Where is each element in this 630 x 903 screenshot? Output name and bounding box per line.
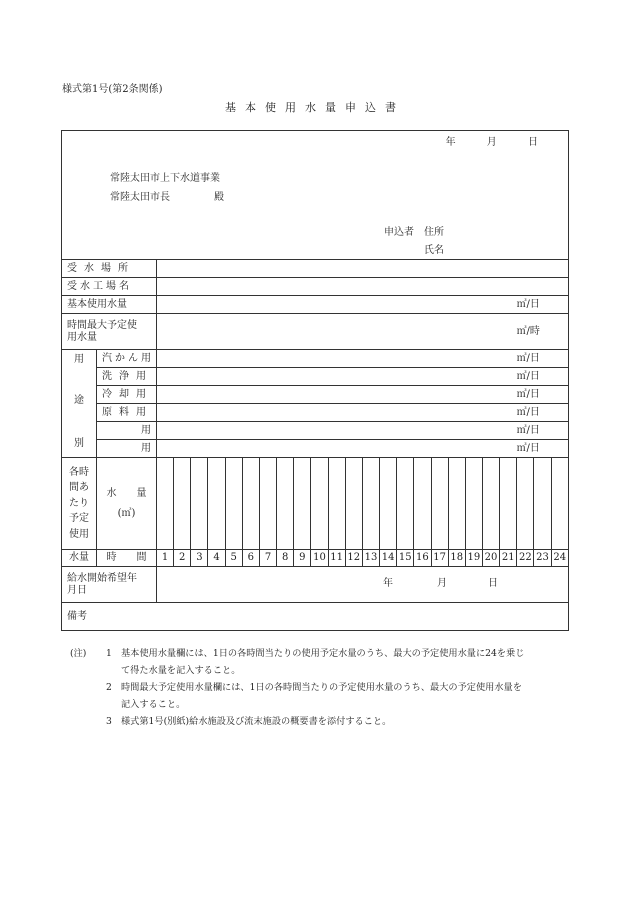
hourly-volume-label [97, 458, 157, 550]
unit-label: ㎥/日 [516, 406, 540, 418]
hour-number: 4 [208, 550, 225, 567]
note-item [70, 645, 570, 679]
time-label: 時 間 [97, 550, 157, 567]
start-day-label: 日 [488, 578, 498, 589]
usage-row-field[interactable] [157, 386, 569, 404]
hourly-volume-cell[interactable] [294, 458, 311, 550]
start-date-label-line2: 月日 [67, 584, 87, 596]
hour-number: 19 [465, 550, 482, 567]
usage-side-char3: 別 [74, 438, 84, 449]
max-hourly-label [62, 314, 157, 350]
hourly-volume-cell[interactable] [500, 458, 517, 550]
hour-number: 2 [174, 550, 191, 567]
note-number: 1 [106, 648, 112, 659]
start-month-label: 月 [437, 578, 447, 589]
hour-number: 18 [448, 550, 465, 567]
usage-row-label: 用 [97, 440, 157, 458]
max-hourly-field[interactable] [157, 314, 569, 350]
hour-number: 3 [191, 550, 208, 567]
hour-number: 7 [259, 550, 276, 567]
hour-number: 11 [328, 550, 345, 567]
supply-location-label: 受水場所 [62, 260, 157, 278]
usage-side-char2: 途 [74, 395, 84, 406]
unit-label: ㎥/日 [516, 442, 540, 454]
hour-number: 17 [431, 550, 448, 567]
hour-number: 14 [380, 550, 397, 567]
addressee-bureau: 常陸太田市上下水道事業 [110, 173, 220, 184]
hour-number: 9 [294, 550, 311, 567]
max-hourly-label-line1: 時間最大予定使 [67, 320, 137, 331]
date-day-label: 日 [527, 137, 538, 148]
unit-label: ㎥/日 [516, 352, 540, 364]
hourly-volume-cell[interactable] [328, 458, 345, 550]
hourly-volume-cell[interactable] [191, 458, 208, 550]
note-item [70, 713, 570, 730]
usage-row-label: 用 [97, 422, 157, 440]
usage-row-field[interactable] [157, 350, 569, 368]
hour-number: 5 [225, 550, 242, 567]
hourly-volume-cell[interactable] [259, 458, 276, 550]
hour-number: 23 [534, 550, 551, 567]
unit-label: ㎥/時 [516, 325, 540, 337]
note-line: 記入すること。 [121, 699, 186, 710]
hourly-volume-cell[interactable] [397, 458, 414, 550]
hour-number: 15 [397, 550, 414, 567]
applicant-name-label[interactable]: 氏名 [424, 245, 444, 256]
note-item [70, 679, 570, 713]
hourly-volume-cell[interactable] [534, 458, 551, 550]
hourly-volume-cell[interactable] [174, 458, 191, 550]
notes-section [70, 645, 570, 730]
form-reference: 様式第1号(第2条関係) [62, 84, 163, 95]
hourly-side-line: たり [69, 497, 89, 509]
usage-row-label: 原料用 [97, 404, 157, 422]
unit-label: ㎥/日 [516, 424, 540, 436]
hourly-volume-cell[interactable] [380, 458, 397, 550]
hourly-volume-cell[interactable] [465, 458, 482, 550]
note-number: 3 [106, 716, 112, 727]
volume-unit: (㎥) [117, 507, 136, 519]
usage-row-label: 洗浄用 [97, 368, 157, 386]
remarks-field[interactable] [62, 603, 569, 631]
unit-label: ㎥/日 [516, 298, 540, 310]
unit-label: ㎥/日 [516, 388, 540, 400]
hourly-side-line: 使用 [69, 528, 89, 540]
hourly-side-line: 各時 [69, 466, 89, 478]
hourly-volume-cell[interactable] [157, 458, 174, 550]
usage-side-char1: 用 [74, 354, 84, 365]
form-title: 基本使用水量申込書 [225, 101, 405, 114]
hourly-volume-cell[interactable] [345, 458, 362, 550]
start-date-field[interactable] [157, 567, 569, 603]
supply-location-field[interactable] [157, 260, 569, 278]
factory-name-field[interactable] [157, 278, 569, 296]
note-number: 2 [106, 682, 112, 693]
start-date-label [62, 567, 157, 603]
usage-side-label [62, 350, 97, 458]
factory-name-label: 受水工場名 [62, 278, 157, 296]
honorific-dono: 殿 [214, 192, 224, 203]
notes-tag: (注) [70, 648, 87, 659]
hourly-side-bottom: 水量 [62, 550, 97, 567]
hourly-volume-cell[interactable] [448, 458, 465, 550]
hourly-volume-cell[interactable] [431, 458, 448, 550]
application-form-table [61, 130, 569, 631]
hourly-side-line: 間あ [69, 482, 89, 494]
unit-label: ㎥/日 [516, 370, 540, 382]
hour-number: 8 [277, 550, 294, 567]
date-month-label: 月 [486, 137, 497, 148]
hour-number: 24 [551, 550, 568, 567]
hour-number: 22 [517, 550, 534, 567]
start-year-label: 年 [383, 578, 393, 589]
applicant-label: 申込者 [384, 227, 414, 238]
hourly-volume-cell[interactable] [311, 458, 328, 550]
hour-number: 6 [242, 550, 259, 567]
note-text [121, 679, 570, 713]
note-text [121, 645, 570, 679]
note-line: て得た水量を記入すること。 [121, 665, 241, 676]
hour-number: 21 [500, 550, 517, 567]
usage-row-field[interactable] [157, 422, 569, 440]
usage-row-label: 汽かん用 [97, 350, 157, 368]
hour-number: 20 [482, 550, 499, 567]
basic-volume-field[interactable] [157, 296, 569, 314]
note-line: 基本使用水量欄には、1日の各時間当たりの使用予定水量のうち、最大の予定使用水量に24を乗じ [121, 648, 525, 659]
hourly-volume-cell[interactable] [242, 458, 259, 550]
usage-row-label: 冷却用 [97, 386, 157, 404]
application-date[interactable] [446, 137, 538, 149]
hourly-volume-cell[interactable] [277, 458, 294, 550]
usage-row-field[interactable] [157, 440, 569, 458]
hourly-volume-cell[interactable] [208, 458, 225, 550]
hour-number: 1 [157, 550, 174, 567]
note-line: 時間最大予定使用水量欄には、1日の各時間当たりの予定使用水量のうち、最大の予定使用水量を [121, 682, 522, 693]
hourly-volume-cell[interactable] [482, 458, 499, 550]
applicant-address-label[interactable]: 住所 [424, 227, 444, 238]
start-date-label-line1: 給水開始希望年 [67, 573, 137, 584]
date-year-label: 年 [445, 137, 456, 148]
usage-row-field[interactable] [157, 404, 569, 422]
basic-volume-label: 基本使用水量 [62, 296, 157, 314]
hourly-volume-cell[interactable] [225, 458, 242, 550]
form-header-area [62, 131, 569, 260]
usage-row-field[interactable] [157, 368, 569, 386]
addressee-mayor: 常陸太田市長 [110, 192, 170, 203]
hourly-side-line: 予定 [69, 513, 89, 525]
note-line: 様式第1号(別紙)給水施設及び流末施設の概要書を添付すること。 [121, 716, 392, 727]
hour-number: 12 [345, 550, 362, 567]
hour-number: 13 [362, 550, 379, 567]
hourly-volume-cell[interactable] [362, 458, 379, 550]
hourly-side-label [62, 458, 97, 550]
hourly-volume-cell[interactable] [551, 458, 568, 550]
remarks-label: 備考 [67, 610, 87, 622]
hour-number: 10 [311, 550, 328, 567]
hourly-volume-cell[interactable] [414, 458, 431, 550]
hour-number: 16 [414, 550, 431, 567]
note-text [121, 713, 570, 730]
volume-label: 水 量 [106, 488, 147, 499]
hourly-volume-cell[interactable] [517, 458, 534, 550]
max-hourly-label-line2: 用水量 [67, 331, 97, 343]
